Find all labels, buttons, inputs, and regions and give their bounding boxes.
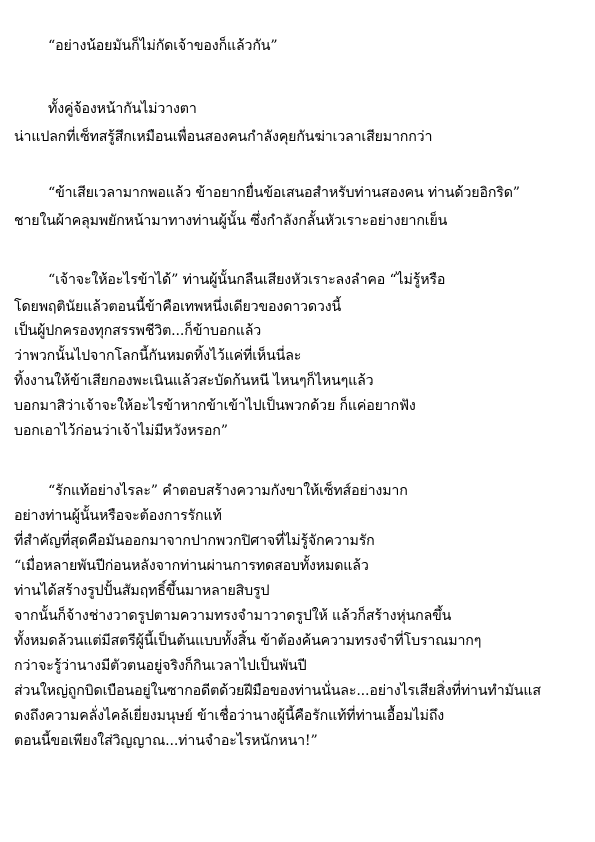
paragraph-4-line-5: ทิ้งงานให้ข้าเสียกองพะเนินแล้วสะบัดก้นหนี ไหนๆก็ไหนๆแล้ว <box>14 373 374 389</box>
paragraph-5-line-3: ที่สำคัญที่สุดคือมันออกมาจากปากพวกปิศาจที่ไม่รู้จักความรัก <box>14 533 375 549</box>
paragraph-5-line-2: อย่างท่านผู้นั้นหรือจะต้องการรักแท้ <box>14 508 222 524</box>
paragraph-3-line-2: ชายในผ้าคลุมพยักหน้ามาทางท่านผู้นั้น ซึ่งกำลังกลั้นหัวเราะอย่างยากเย็น <box>14 213 448 229</box>
paragraph-5-line-7: ทั้งหมดล้วนแต่มีสตรีผู้นี้เป็นต้นแบบทั้งสิ้น ข้าต้องค้นความทรงจำที่โบราณมากๆ <box>14 633 482 649</box>
paragraph-4-line-2: โดยพฤตินัยแล้วตอนนี้ข้าคือเทพหนึ่งเดียวของดาวดวงนี้ <box>14 299 342 315</box>
paragraph-5-line-5: ท่านได้สร้างรูปปั้นสัมฤทธิ์ขึ้นมาหลายสิบรูป <box>14 583 270 599</box>
paragraph-5-line-10: ดงถึงความคลั่งไคล้เยี่ยงมนุษย์ ข้าเชื่อว่านางผู้นี้คือรักแท้ที่ท่านเอื้อมไม่ถึง <box>14 708 445 724</box>
paragraph-5-line-9: ส่วนใหญ่ถูกบิดเบือนอยู่ในซากอดีตด้วยฝีมือของท่านนั่นละ...อย่างไรเสียสิ่งที่ท่านทำมันแส <box>14 683 541 699</box>
paragraph-2-line-2: น่าแปลกที่เซ็ทสรู้สึกเหมือนเพื่อนสองคนกำลังคุยกันฆ่าเวลาเสียมากกว่า <box>14 129 433 145</box>
paragraph-1-line-1: “อย่างน้อยมันก็ไม่กัดเจ้าของก็แล้วกัน” <box>48 38 278 54</box>
paragraph-2-line-1: ทั้งคู่จ้องหน้ากันไม่วางตา <box>48 101 197 117</box>
paragraph-4-line-3: เป็นผู้ปกครองทุกสรรพชีวิต...ก็ข้าบอกแล้ว <box>14 323 262 339</box>
paragraph-5-line-1: “รักแท้อย่างไรละ” คำตอบสร้างความกังขาให้เซ็ทส์อย่างมาก <box>48 483 408 499</box>
paragraph-5-line-4: “เมื่อหลายพันปีก่อนหลังจากท่านผ่านการทดสอบทั้งหมดแล้ว <box>14 558 369 574</box>
paragraph-5-line-8: กว่าจะรู้ว่านางมีตัวตนอยู่จริงก็กินเวลาไปเป็นพันปี <box>14 658 307 674</box>
paragraph-3-line-1: “ข้าเสียเวลามากพอแล้ว ข้าอยากยื่นข้อเสนอสำหรับท่านสองคน ท่านด้วยอิกริด” <box>48 185 520 201</box>
paragraph-5-line-6: จากนั้นก็จ้างช่างวาดรูปตามความทรงจำมาวาดรูปให้ แล้วก็สร้างหุ่นกลขึ้น <box>14 608 452 624</box>
paragraph-4-line-4: ว่าพวกนั้นไปจากโลกนี้กันหมดทิ้งไว้แค่ที่เห็นนี่ละ <box>14 348 302 364</box>
paragraph-4-line-1: “เจ้าจะให้อะไรข้าได้” ท่านผู้นั้นกลืนเสียงหัวเราะลงลำคอ “ไม่รู้หรือ <box>48 272 446 288</box>
paragraph-4-line-7: บอกเอาไว้ก่อนว่าเจ้าไม่มีหวังหรอก” <box>14 423 228 439</box>
paragraph-5-line-11: ตอนนี้ขอเพียงใส่วิญญาณ...ท่านจำอะไรหนักหนา!” <box>14 733 318 749</box>
paragraph-4-line-6: บอกมาสิว่าเจ้าจะให้อะไรข้าหากข้าเข้าไปเป็นพวกด้วย ก็แค่อยากฟัง <box>14 398 416 414</box>
